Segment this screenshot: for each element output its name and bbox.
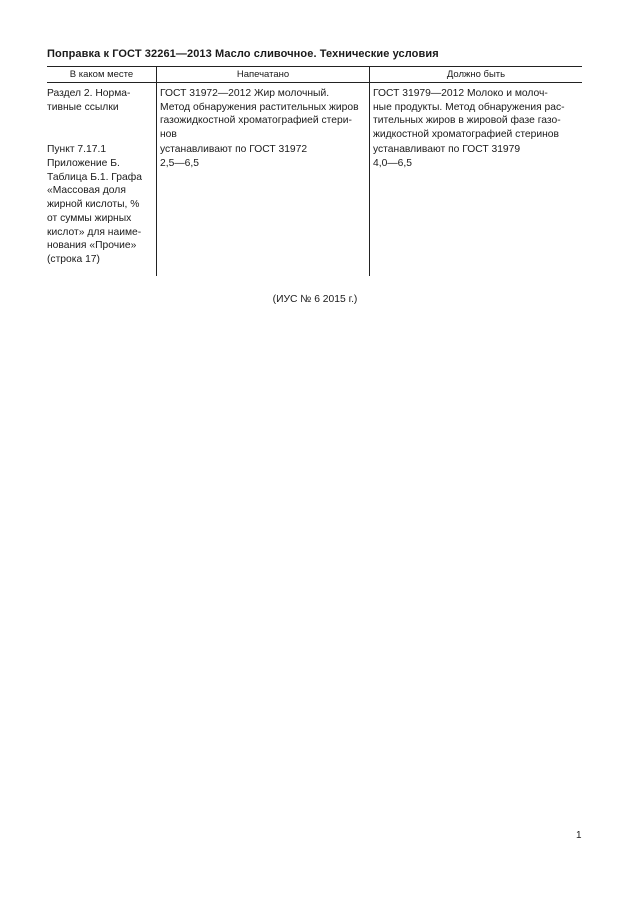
text-line: Таблица Б.1. Графа bbox=[47, 171, 142, 183]
text-line: нов bbox=[160, 129, 177, 141]
row1-should-be bbox=[373, 87, 578, 142]
text-line: ные продукты. Метод обнаружения рас- bbox=[373, 101, 565, 113]
text-line: кислот» для наиме- bbox=[47, 226, 142, 238]
text-line: 2,5—6,5 bbox=[160, 158, 199, 169]
text-line: от суммы жирных bbox=[47, 212, 132, 224]
corrections-table bbox=[47, 66, 582, 276]
text-line: 4,0—6,5 bbox=[373, 158, 412, 169]
text-line: жидкостной хроматографией стеринов bbox=[373, 129, 560, 141]
text-line: устанавливают по ГОСТ 31972 bbox=[160, 144, 308, 155]
table-header-rule bbox=[47, 82, 582, 83]
text-line: Метод обнаружения растительных жиров bbox=[160, 101, 359, 113]
text-line: нования «Прочие» bbox=[47, 240, 137, 252]
header-where: В каком месте bbox=[69, 69, 134, 80]
text-line: Пункт 7.17.1 bbox=[47, 144, 107, 155]
row3-should-be bbox=[373, 157, 578, 171]
text-line: жирной кислоты, % bbox=[47, 199, 140, 211]
text-line: тивные ссылки bbox=[47, 101, 119, 113]
row1-where bbox=[47, 87, 151, 114]
text-line: тительных жиров в жировой фазе газо- bbox=[373, 115, 561, 127]
column-divider-1 bbox=[156, 66, 157, 276]
row1-printed bbox=[160, 87, 365, 142]
text-line: Приложение Б. bbox=[47, 158, 120, 169]
header-printed: Напечатано bbox=[236, 69, 290, 80]
table-top-rule bbox=[47, 66, 582, 67]
text-line: ГОСТ 31979—2012 Молоко и молоч- bbox=[373, 88, 548, 99]
page-number: 1 bbox=[576, 830, 582, 841]
header-should-be: Должно быть bbox=[446, 69, 506, 80]
row3-where bbox=[47, 157, 151, 267]
row2-should-be bbox=[373, 143, 578, 157]
column-divider-2 bbox=[369, 66, 370, 276]
row2-where bbox=[47, 143, 151, 157]
page-title: Поправка к ГОСТ 32261—2013 Масло сливочное. Технические условия bbox=[47, 48, 439, 60]
text-line: Раздел 2. Норма- bbox=[47, 88, 131, 99]
row2-printed bbox=[160, 143, 365, 157]
text-line: (строка 17) bbox=[47, 253, 100, 265]
text-line: ГОСТ 31972—2012 Жир молочный. bbox=[160, 88, 330, 99]
text-line: устанавливают по ГОСТ 31979 bbox=[373, 144, 521, 155]
footer-note: (ИУС № 6 2015 г.) bbox=[272, 294, 358, 305]
text-line: газожидкостной хроматографией стери- bbox=[160, 115, 352, 127]
row3-printed bbox=[160, 157, 365, 171]
text-line: «Массовая доля bbox=[47, 185, 126, 197]
